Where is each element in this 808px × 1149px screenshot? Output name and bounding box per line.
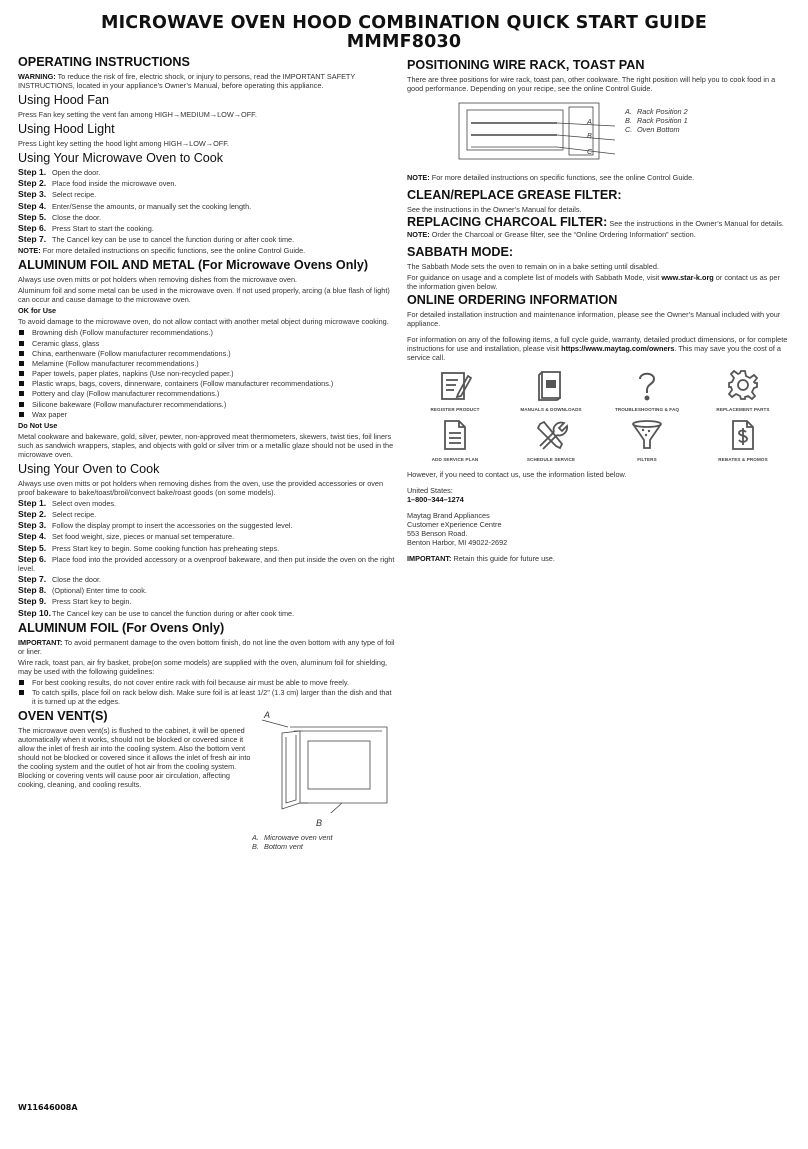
- rebates-promos-tile[interactable]: [695, 418, 791, 462]
- rack-note: [407, 173, 792, 182]
- do-not-use-text: Metal cookware and bakeware, gold, silver, pewter, non-approved meat thermometers, skewers, twist ties, foil liners such as sandwich wrappers, staples, and objects with gold or silver trim or a metallic glaze should not be used in the microwave oven.: [18, 431, 394, 459]
- mw-step-4-label: Step 4.: [18, 200, 47, 211]
- foil-oven-p1: Wire rack, toast pan, air fry basket, probe(on some models) are supplied with the oven, aluminum foil for shielding, may be used with the following guidelines:: [18, 657, 388, 676]
- vent-callout-b: B: [316, 817, 323, 828]
- warning-text: To reduce the risk of fire, electric shock, or injury to persons, read the IMPORTANT SAFETY INSTRUCTIONS, located in your appliance’s Owner’s Manual, before operating this appliance.: [18, 72, 356, 90]
- service-icon-grid: [407, 368, 792, 462]
- rack-callout-c: C: [587, 147, 593, 156]
- charcoal-note: [407, 230, 792, 239]
- list-item: Wax paper: [18, 410, 395, 419]
- rack-legend-b-text: Rack Position 1: [637, 116, 688, 125]
- left-column: [18, 52, 395, 851]
- mw-step-7-label: Step 7.: [18, 234, 47, 245]
- vent-legend-a-key: A.: [252, 832, 259, 842]
- oven-cook-heading: Using Your Oven to Cook: [18, 461, 160, 476]
- oven-step-3-text: Follow the display prompt to insert the accessories on the suggested level.: [52, 521, 293, 531]
- mw-step-3-text: Select recipe.: [52, 190, 97, 200]
- charcoal-note-label: NOTE:: [407, 230, 430, 239]
- microwave-cook-steps: [18, 168, 395, 244]
- address-line-1: Maytag Brand Appliances: [407, 511, 490, 520]
- rack-legend-b-key: B.: [625, 116, 632, 125]
- list-item: Silicone bakeware (Follow manufacturer recommendations.): [18, 400, 395, 409]
- oven-step-8: [18, 586, 395, 595]
- rack-callout-b: B: [587, 131, 592, 140]
- filters-tile[interactable]: [599, 418, 695, 462]
- mw-note: [18, 246, 395, 255]
- microwave-cook-heading: Using Your Microwave Oven to Cook: [18, 151, 224, 165]
- star-k-link[interactable]: www.star-k.org: [661, 273, 714, 282]
- register-product-tile[interactable]: [407, 368, 503, 412]
- list-item: To catch spills, place foil on rack below dish. Make sure foil is at least 1/2" (1.3 cm) larger than the dish and that it is turned up at the edges.: [18, 688, 395, 706]
- troubleshooting-tile[interactable]: [599, 368, 695, 412]
- vent-diagram: [252, 717, 402, 813]
- microwave-cook-section: [18, 151, 395, 255]
- list-item: Ceramic glass, glass: [18, 339, 395, 348]
- mw-step-2: [18, 179, 395, 188]
- title-model: MMMF8030: [346, 32, 462, 52]
- ordering-heading: ONLINE ORDERING INFORMATION: [407, 293, 618, 307]
- rack-figure: [407, 101, 792, 167]
- oven-step-4-label: Step 4.: [18, 531, 47, 542]
- oven-step-10: [18, 609, 395, 618]
- oven-step-9-label: Step 9.: [18, 596, 47, 607]
- rack-legend-c-key: C.: [625, 125, 633, 134]
- vent-legend-a-text: Microwave oven vent: [264, 832, 333, 842]
- address-line-2: Customer eXperience Centre: [407, 520, 502, 529]
- right-column: [407, 52, 792, 565]
- grease-text: See the instructions in the Owner’s Manual for details.: [407, 205, 582, 214]
- ok-for-use-list: [18, 328, 395, 419]
- foil-oven-important-text: To avoid permanent damage to the oven bottom finish, do not line the oven bottom with any type of foil or liner.: [18, 637, 395, 656]
- oven-step-9-text: Press Start key to begin.: [52, 597, 132, 607]
- maytag-owners-link[interactable]: https://www.maytag.com/owners: [561, 344, 675, 353]
- list-item: Paper towels, paper plates, napkins (Use non-recycled paper.): [18, 369, 395, 378]
- phone-number: 1–800–344–1274: [407, 495, 464, 504]
- operating-instructions-heading: OPERATING INSTRUCTIONS: [18, 55, 190, 69]
- oven-step-2-text: Select recipe.: [52, 510, 97, 519]
- hood-light-text: Press Light key setting the hood light among HIGH→LOW→OFF.: [18, 139, 229, 148]
- oven-step-4-text: Set food weight, size, pieces or manual set temperature.: [52, 532, 235, 542]
- manual-icon: [534, 368, 568, 402]
- add-service-plan-label: ADD SERVICE PLAN: [431, 457, 479, 462]
- foil-metal-heading: ALUMINUM FOIL AND METAL (For Microwave Ovens Only): [18, 258, 369, 273]
- vent-legend-b-key: B.: [252, 841, 259, 851]
- ordering-p2-post: . This may save you the cost of a service call.: [407, 344, 781, 362]
- rack-note-label: NOTE:: [407, 173, 430, 182]
- document-title: [0, 14, 808, 52]
- troubleshooting-label: TROUBLESHOOTING & FAQ: [614, 407, 680, 412]
- mw-step-4: [18, 202, 395, 211]
- mw-step-5-label: Step 5.: [18, 211, 47, 222]
- ok-for-use-text: To avoid damage to the microwave oven, do not allow contact with another metal object during microwave cooking.: [18, 317, 389, 327]
- oven-step-9: [18, 597, 395, 606]
- oven-step-1-label: Step 1.: [18, 497, 47, 508]
- contact-block: [407, 486, 792, 547]
- mw-step-3: [18, 190, 395, 199]
- replacement-parts-tile[interactable]: [695, 368, 791, 412]
- foil-oven-list: [18, 678, 395, 706]
- rack-legend-c: [625, 125, 688, 134]
- sabbath-section: [407, 245, 792, 291]
- oven-step-10-text: The Cancel key can be use to cancel the function during or after cook time.: [52, 608, 295, 618]
- foil-metal-section: [18, 258, 395, 459]
- filter-icon: [630, 418, 664, 452]
- sabbath-p2: [407, 273, 792, 291]
- oven-vent-text: The microwave oven vent(s) is flushed to the cabinet, it will be opened automatically when it works, should not be blocked or covered since it allow the inlet of fresh air into the cooling system. Also the bottom vent should not be blocked or covered since it allows the inlet of fresh air into the cooling system and the outlet of hot air from the cooling system. Blocking or covering vents will cause poor air circulation, affecting cooking, cleaning, and cooling results.: [18, 725, 251, 789]
- rebates-promos-label: REBATES & PROMOS: [718, 457, 768, 462]
- dollar-icon: [726, 418, 760, 452]
- foil-oven-heading: ALUMINUM FOIL (For Ovens Only): [18, 620, 225, 635]
- mw-step-5: [18, 213, 395, 222]
- operating-instructions-section: [18, 55, 395, 90]
- charcoal-section: [407, 215, 792, 239]
- rack-legend-b: [625, 116, 688, 125]
- gear-icon: [726, 368, 760, 402]
- manuals-downloads-label: MANUALS & DOWNLOADS: [520, 407, 582, 412]
- mw-step-7-text: The Cancel key can be use to cancel the function during or after cook time.: [52, 235, 295, 245]
- foil-oven-important-label: IMPORTANT:: [18, 637, 63, 647]
- hood-light-section: [18, 122, 395, 148]
- oven-step-5-label: Step 5.: [18, 542, 47, 553]
- oven-step-6-label: Step 6.: [18, 553, 47, 564]
- list-item: Melamine (Follow manufacturer recommendations.): [18, 359, 395, 368]
- oven-step-1: [18, 499, 395, 508]
- mw-note-text: For more detailed instructions on specific functions, see the online Control Guide.: [40, 246, 306, 256]
- schedule-service-tile[interactable]: [503, 418, 599, 462]
- foil-metal-p2: Aluminum foil and some metal can be used in the microwave oven. If not used properly, arcing (a blue flash of light) can occur and cause damage to the microwave oven.: [18, 286, 390, 305]
- ordering-p2: [407, 335, 792, 362]
- oven-step-4: [18, 532, 395, 541]
- hood-fan-text: Press Fan key setting the vent fan among HIGH→MEDIUM→LOW→OFF.: [18, 110, 257, 119]
- charcoal-note-text: Order the Charcoal or Grease filter, see the “Online Ordering Information” section.: [429, 230, 696, 239]
- foil-oven-important: [18, 638, 395, 656]
- tools-icon: [534, 418, 568, 452]
- oven-step-5: [18, 544, 395, 553]
- add-service-plan-tile[interactable]: [407, 418, 503, 462]
- oven-step-7-text: Close the door.: [52, 574, 102, 584]
- sabbath-p1: The Sabbath Mode sets the oven to remain on in a bake setting until disabled.: [407, 262, 659, 271]
- oven-step-1-text: Select oven modes.: [52, 498, 117, 508]
- retain-important-label: IMPORTANT:: [407, 554, 452, 563]
- retain-important-text: Retain this guide for future use.: [451, 554, 555, 563]
- oven-cook-section: [18, 462, 395, 618]
- replacement-parts-label: REPLACEMENT PARTS: [716, 407, 770, 412]
- mw-step-2-text: Place food inside the microwave oven.: [52, 179, 177, 189]
- vent-legend-b: [252, 842, 395, 851]
- oven-step-7-label: Step 7.: [18, 573, 47, 584]
- rack-legend: [625, 107, 688, 134]
- hood-light-heading: Using Hood Light: [18, 122, 115, 136]
- grease-heading: CLEAN/REPLACE GREASE FILTER:: [407, 188, 622, 202]
- document-icon: [438, 418, 472, 452]
- ordering-p1: For detailed installation instruction and maintenance information, please see the Owner’s Manual included with your appliance.: [407, 310, 781, 328]
- address-line-4: Benton Harbor, MI 49022-2692: [407, 538, 508, 547]
- retain-guide-note: [407, 554, 792, 563]
- ok-for-use-heading: OK for Use: [18, 306, 57, 316]
- mw-step-1: [18, 168, 395, 177]
- oven-step-7: [18, 575, 395, 584]
- oven-step-8-text: (Optional) Enter time to cook.: [52, 586, 147, 596]
- oven-cook-steps: [18, 499, 395, 618]
- sabbath-p2-pre: For guidance on usage and a complete list of models with Sabbath Mode, visit: [407, 273, 662, 282]
- rack-legend-a-text: Rack Position 2: [637, 107, 688, 116]
- vent-callout-a: A: [264, 709, 271, 720]
- list-item: Browning dish (Follow manufacturer recommendations.): [18, 328, 395, 337]
- warning-label: WARNING:: [18, 72, 56, 81]
- rack-callout-a: A: [587, 117, 592, 126]
- oven-step-3-label: Step 3.: [18, 520, 47, 531]
- rack-note-text: For more detailed instructions on specific functions, see the online Control Guide.: [429, 173, 695, 182]
- manuals-downloads-tile[interactable]: [503, 368, 599, 412]
- contact-text: However, if you need to contact us, use the information listed below.: [407, 470, 627, 479]
- do-not-use-heading: Do Not Use: [18, 420, 58, 430]
- warning-paragraph: [18, 72, 395, 90]
- rack-legend-c-text: Oven Bottom: [637, 125, 680, 134]
- list-item: Plastic wraps, bags, covers, dinnerware, containers (Follow manufacturer recommendations.): [18, 379, 395, 388]
- mw-step-5-text: Close the door.: [52, 212, 102, 222]
- oven-cook-p1: Always use oven mitts or pot holders when removing dishes from the oven, use the provided accessories or oven proof bakeware to bake/toast/broil/convect bake/roast goods (on some models).: [18, 478, 384, 497]
- mw-step-3-label: Step 3.: [18, 189, 47, 200]
- list-item: For best cooking results, do not cover entire rack with foil because air must be able to move freely.: [18, 678, 395, 687]
- mw-step-7: [18, 235, 395, 244]
- oven-vent-section: [18, 709, 395, 839]
- vent-legend-b-text: Bottom vent: [264, 841, 303, 851]
- oven-step-8-label: Step 8.: [18, 585, 47, 596]
- rack-section: [407, 58, 792, 182]
- oven-step-2-label: Step 2.: [18, 509, 47, 519]
- sabbath-heading: SABBATH MODE:: [407, 245, 514, 259]
- charcoal-text: See the instructions in the Owner’s Manual for details.: [607, 219, 784, 228]
- oven-step-6-text: Place food into the provided accessory or a ovenproof bakeware, and then put inside the oven on the right level.: [18, 554, 395, 573]
- rack-heading: POSITIONING WIRE RACK, TOAST PAN: [407, 58, 645, 72]
- mw-note-label: NOTE:: [18, 246, 41, 256]
- mw-step-6: [18, 224, 395, 233]
- oven-step-10-label: Step 10.: [18, 607, 51, 618]
- ordering-p2-pre: For information on any of the following items, a full cycle guide, warranty, detailed product dimensions, or for complete instructions for use and installation, please visit: [407, 335, 788, 353]
- grease-section: [407, 188, 792, 214]
- document-code: W11646008A: [18, 1103, 78, 1112]
- schedule-service-label: SCHEDULE SERVICE: [526, 457, 576, 462]
- rack-diagram: [457, 101, 617, 161]
- hood-fan-section: [18, 93, 395, 119]
- mw-step-4-text: Enter/Sense the amounts, or manually set the cooking length.: [52, 201, 252, 211]
- charcoal-line: [407, 215, 792, 229]
- us-label: United States:: [407, 486, 453, 495]
- ordering-section: [407, 293, 792, 563]
- list-item: Pottery and clay (Follow manufacturer recommendations.): [18, 389, 395, 398]
- mw-step-6-text: Press Start to start the cooking.: [52, 223, 154, 233]
- charcoal-heading: REPLACING CHARCOAL FILTER:: [407, 215, 608, 229]
- foil-oven-section: [18, 621, 395, 706]
- foil-metal-p1: Always use oven mitts or pot holders when removing dishes from the microwave oven.: [18, 275, 298, 285]
- mw-step-1-text: Open the door.: [52, 168, 101, 177]
- address-line-3: 553 Benson Road.: [407, 529, 468, 538]
- mw-step-6-label: Step 6.: [18, 222, 47, 233]
- oven-step-5-text: Press Start key to begin. Some cooking function has preheating steps.: [52, 543, 280, 553]
- oven-step-6: [18, 555, 395, 573]
- rack-legend-a: [625, 107, 688, 116]
- sabbath-p2-post: or contact us as per the information given below.: [407, 273, 780, 291]
- oven-step-3: [18, 521, 395, 530]
- register-product-label: REGISTER PRODUCT: [430, 407, 480, 412]
- oven-vent-heading: OVEN VENT(S): [18, 708, 108, 723]
- list-item: China, earthenware (Follow manufacturer recommendations.): [18, 349, 395, 358]
- mw-step-2-label: Step 2.: [18, 178, 47, 189]
- rack-text: There are three positions for wire rack, toast pan, other cookware. The right position will help you to cook food in a good performance. Depending on your recipe, see the online Control Guide.: [407, 75, 776, 93]
- rack-legend-a-key: A.: [625, 107, 632, 116]
- filters-label: FILTERS: [637, 457, 657, 462]
- register-icon: [438, 368, 472, 402]
- question-icon: [630, 368, 664, 402]
- oven-step-2: [18, 510, 395, 519]
- hood-fan-heading: Using Hood Fan: [18, 93, 110, 107]
- title-line-1: MICROWAVE OVEN HOOD COMBINATION QUICK START GUIDE: [100, 13, 708, 33]
- mw-step-1-label: Step 1.: [18, 167, 47, 177]
